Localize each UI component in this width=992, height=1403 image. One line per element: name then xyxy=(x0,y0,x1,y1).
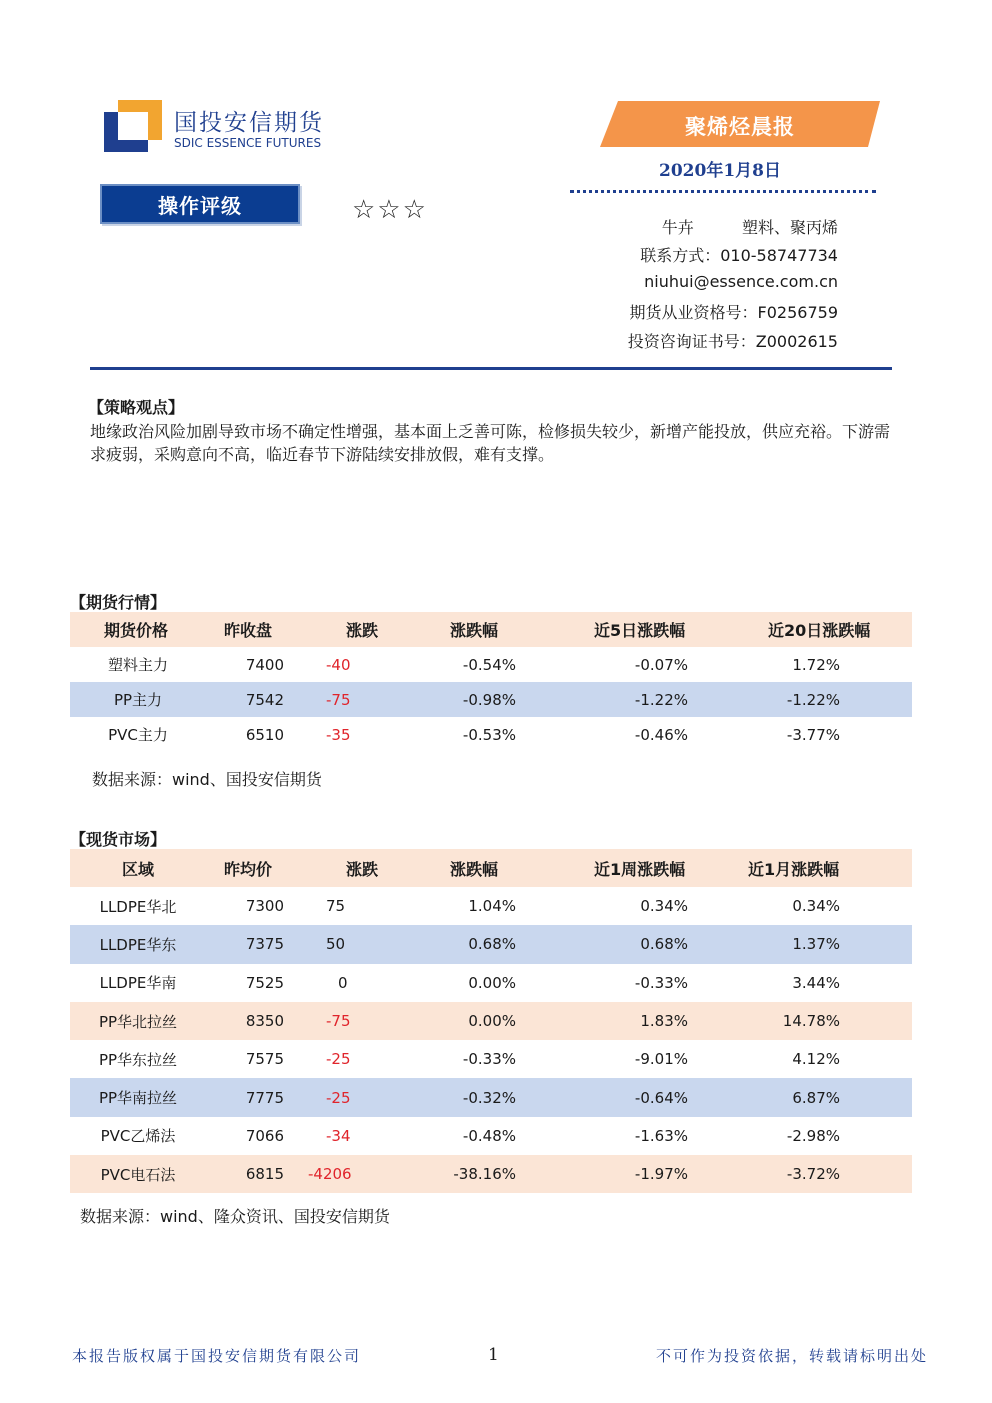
cell-1w-pct: 0.34% xyxy=(640,897,688,916)
cell-region: LLDPE华东 xyxy=(99,935,177,954)
cell-1w-pct: -0.33% xyxy=(634,973,688,992)
footer-disclaimer: 不可作为投资依据，转载请标明出处 xyxy=(655,1347,928,1365)
strategy-text: 地缘政治风险加剧导致市场不确定性增强，基本面上乏善可陈，检修损失较少，新增产能投放，供应充裕。下游需求疲弱，采购意向不高，临近春节下游陆续安排放假，难有支撑。 xyxy=(90,422,891,464)
futures-header-row xyxy=(70,612,912,647)
futures-table xyxy=(70,612,912,752)
spot-header: 区域 xyxy=(122,859,155,879)
table-row xyxy=(70,925,912,963)
logo-mark-icon xyxy=(104,100,162,152)
cell-1m-pct: 0.34% xyxy=(792,897,840,916)
futures-header: 期货价格 xyxy=(104,621,169,640)
cell-change: -35 xyxy=(326,725,351,744)
cell-region: PVC乙烯法 xyxy=(100,1127,176,1146)
futures-source: 数据来源：wind、国投安信期货 xyxy=(92,770,322,789)
table-row xyxy=(70,887,912,925)
cell-1m-pct: -3.72% xyxy=(786,1165,840,1184)
cell-change: -40 xyxy=(326,655,351,674)
cell-1m-pct: 3.44% xyxy=(792,973,840,992)
cell-5d-pct: -0.07% xyxy=(634,655,688,674)
cell-close: 7400 xyxy=(245,655,284,674)
cell-change-pct: 0.00% xyxy=(468,1012,516,1031)
table-row xyxy=(70,1117,912,1155)
analyst-name: 牛卉 xyxy=(661,218,694,237)
table-row xyxy=(70,964,912,1002)
cell-change: -25 xyxy=(326,1050,351,1069)
cell-1w-pct: -9.01% xyxy=(634,1050,688,1069)
cell-change-pct: -0.33% xyxy=(462,1050,516,1069)
futures-header: 涨跌幅 xyxy=(450,621,499,640)
cell-avg-price: 7066 xyxy=(245,1126,284,1145)
cell-name: PVC主力 xyxy=(108,726,168,744)
cell-change: -25 xyxy=(326,1088,351,1107)
company-logo xyxy=(104,100,344,154)
spot-source: 数据来源：wind、隆众资讯、国投安信期货 xyxy=(80,1207,390,1226)
cell-region: PP华东拉丝 xyxy=(98,1050,178,1069)
logo-name-cn: 国投安信期货 xyxy=(174,110,324,136)
cell-change: -34 xyxy=(326,1126,351,1145)
cell-change-pct: 1.04% xyxy=(468,897,516,916)
spot-title: 【现货市场】 xyxy=(70,830,167,849)
cell-avg-price: 8350 xyxy=(245,1012,284,1031)
cell-change-pct: 0.00% xyxy=(468,973,516,992)
report-title: 聚烯烃晨报 xyxy=(685,115,795,139)
futures-title: 【期货行情】 xyxy=(70,593,167,612)
analyst-line xyxy=(662,215,838,238)
spot-header: 昨均价 xyxy=(224,859,273,879)
footer-copyright: 本报告版权属于国投安信期货有限公司 xyxy=(72,1347,362,1365)
cell-avg-price: 7775 xyxy=(245,1088,284,1107)
rating-box xyxy=(100,184,300,224)
cell-change: -4206 xyxy=(308,1165,352,1184)
cell-change-pct: -0.32% xyxy=(462,1088,516,1107)
cell-1w-pct: -0.64% xyxy=(634,1088,688,1107)
cell-avg-price: 7300 xyxy=(245,897,284,916)
rating-label: 操作评级 xyxy=(158,194,242,218)
analyst-coverage: 塑料、聚丙烯 xyxy=(741,218,838,237)
cell-close: 6510 xyxy=(245,725,284,744)
cell-5d-pct: -0.46% xyxy=(634,725,688,744)
analyst-license: 期货从业资格号：F0256759 xyxy=(629,303,838,322)
cell-avg-price: 7525 xyxy=(245,973,284,992)
strategy-title: 【策略观点】 xyxy=(88,398,185,417)
cell-1m-pct: 14.78% xyxy=(782,1012,840,1031)
futures-header: 涨跌 xyxy=(346,621,379,640)
report-title-banner xyxy=(600,101,880,147)
table-row xyxy=(70,1002,912,1040)
analyst-email[interactable]: niuhui@essence.com.cn xyxy=(644,272,838,291)
cell-1m-pct: 1.37% xyxy=(792,935,840,954)
futures-header: 昨收盘 xyxy=(224,621,273,640)
cell-avg-price: 6815 xyxy=(245,1165,284,1184)
cell-20d-pct: -1.22% xyxy=(786,690,840,709)
cell-close: 7542 xyxy=(245,690,284,709)
cell-1m-pct: -2.98% xyxy=(786,1126,840,1145)
cell-change: 0 xyxy=(338,973,348,992)
spot-header: 涨跌幅 xyxy=(450,859,499,879)
cell-1m-pct: 6.87% xyxy=(792,1088,840,1107)
cell-change: -75 xyxy=(326,690,351,709)
rating-stars: ☆☆☆ xyxy=(352,195,428,225)
cell-region: PVC电石法 xyxy=(100,1165,176,1184)
cell-change-pct: 0.68% xyxy=(468,935,516,954)
analyst-consult-cert: 投资咨询证书号：Z0002615 xyxy=(627,332,838,351)
cell-region: PP华南拉丝 xyxy=(98,1089,178,1108)
cell-avg-price: 7575 xyxy=(245,1050,284,1069)
cell-change-pct: -0.54% xyxy=(462,655,516,674)
cell-change: 50 xyxy=(326,935,346,954)
spot-header: 近1月涨跌幅 xyxy=(748,859,840,879)
header-rule xyxy=(90,367,892,370)
page-number: 1 xyxy=(488,1345,499,1365)
cell-change: 75 xyxy=(326,897,346,916)
cell-name: PP主力 xyxy=(113,691,163,709)
spot-table xyxy=(70,849,912,1193)
cell-1w-pct: -1.97% xyxy=(634,1165,688,1184)
table-row xyxy=(70,682,912,717)
cell-change-pct: -38.16% xyxy=(453,1165,516,1184)
table-row xyxy=(70,1078,912,1116)
spot-header: 近1周涨跌幅 xyxy=(594,859,686,879)
futures-header: 近5日涨跌幅 xyxy=(594,621,686,640)
cell-name: 塑料主力 xyxy=(107,656,168,674)
futures-header: 近20日涨跌幅 xyxy=(768,621,871,640)
cell-change: -75 xyxy=(326,1012,351,1031)
cell-avg-price: 7375 xyxy=(245,935,284,954)
cell-1w-pct: 0.68% xyxy=(640,935,688,954)
cell-20d-pct: 1.72% xyxy=(792,655,840,674)
cell-region: PP华北拉丝 xyxy=(98,1012,178,1031)
table-row xyxy=(70,1040,912,1078)
cell-region: LLDPE华南 xyxy=(99,974,177,993)
cell-region: LLDPE华北 xyxy=(99,897,177,916)
dotted-divider xyxy=(570,190,876,193)
cell-1w-pct: -1.63% xyxy=(634,1126,688,1145)
table-row xyxy=(70,717,912,752)
cell-change-pct: -0.48% xyxy=(462,1126,516,1145)
table-row xyxy=(70,647,912,682)
spot-header-row xyxy=(70,849,912,887)
report-date: 2020年1月8日 xyxy=(659,161,781,181)
analyst-contact: 联系方式：010-58747734 xyxy=(640,246,838,265)
cell-1m-pct: 4.12% xyxy=(792,1050,840,1069)
cell-1w-pct: 1.83% xyxy=(640,1012,688,1031)
spot-header: 涨跌 xyxy=(346,859,379,879)
cell-5d-pct: -1.22% xyxy=(634,690,688,709)
cell-change-pct: -0.53% xyxy=(462,725,516,744)
table-row xyxy=(70,1155,912,1193)
logo-name-en: SDIC ESSENCE FUTURES xyxy=(174,136,322,150)
cell-20d-pct: -3.77% xyxy=(786,725,840,744)
cell-change-pct: -0.98% xyxy=(462,690,516,709)
